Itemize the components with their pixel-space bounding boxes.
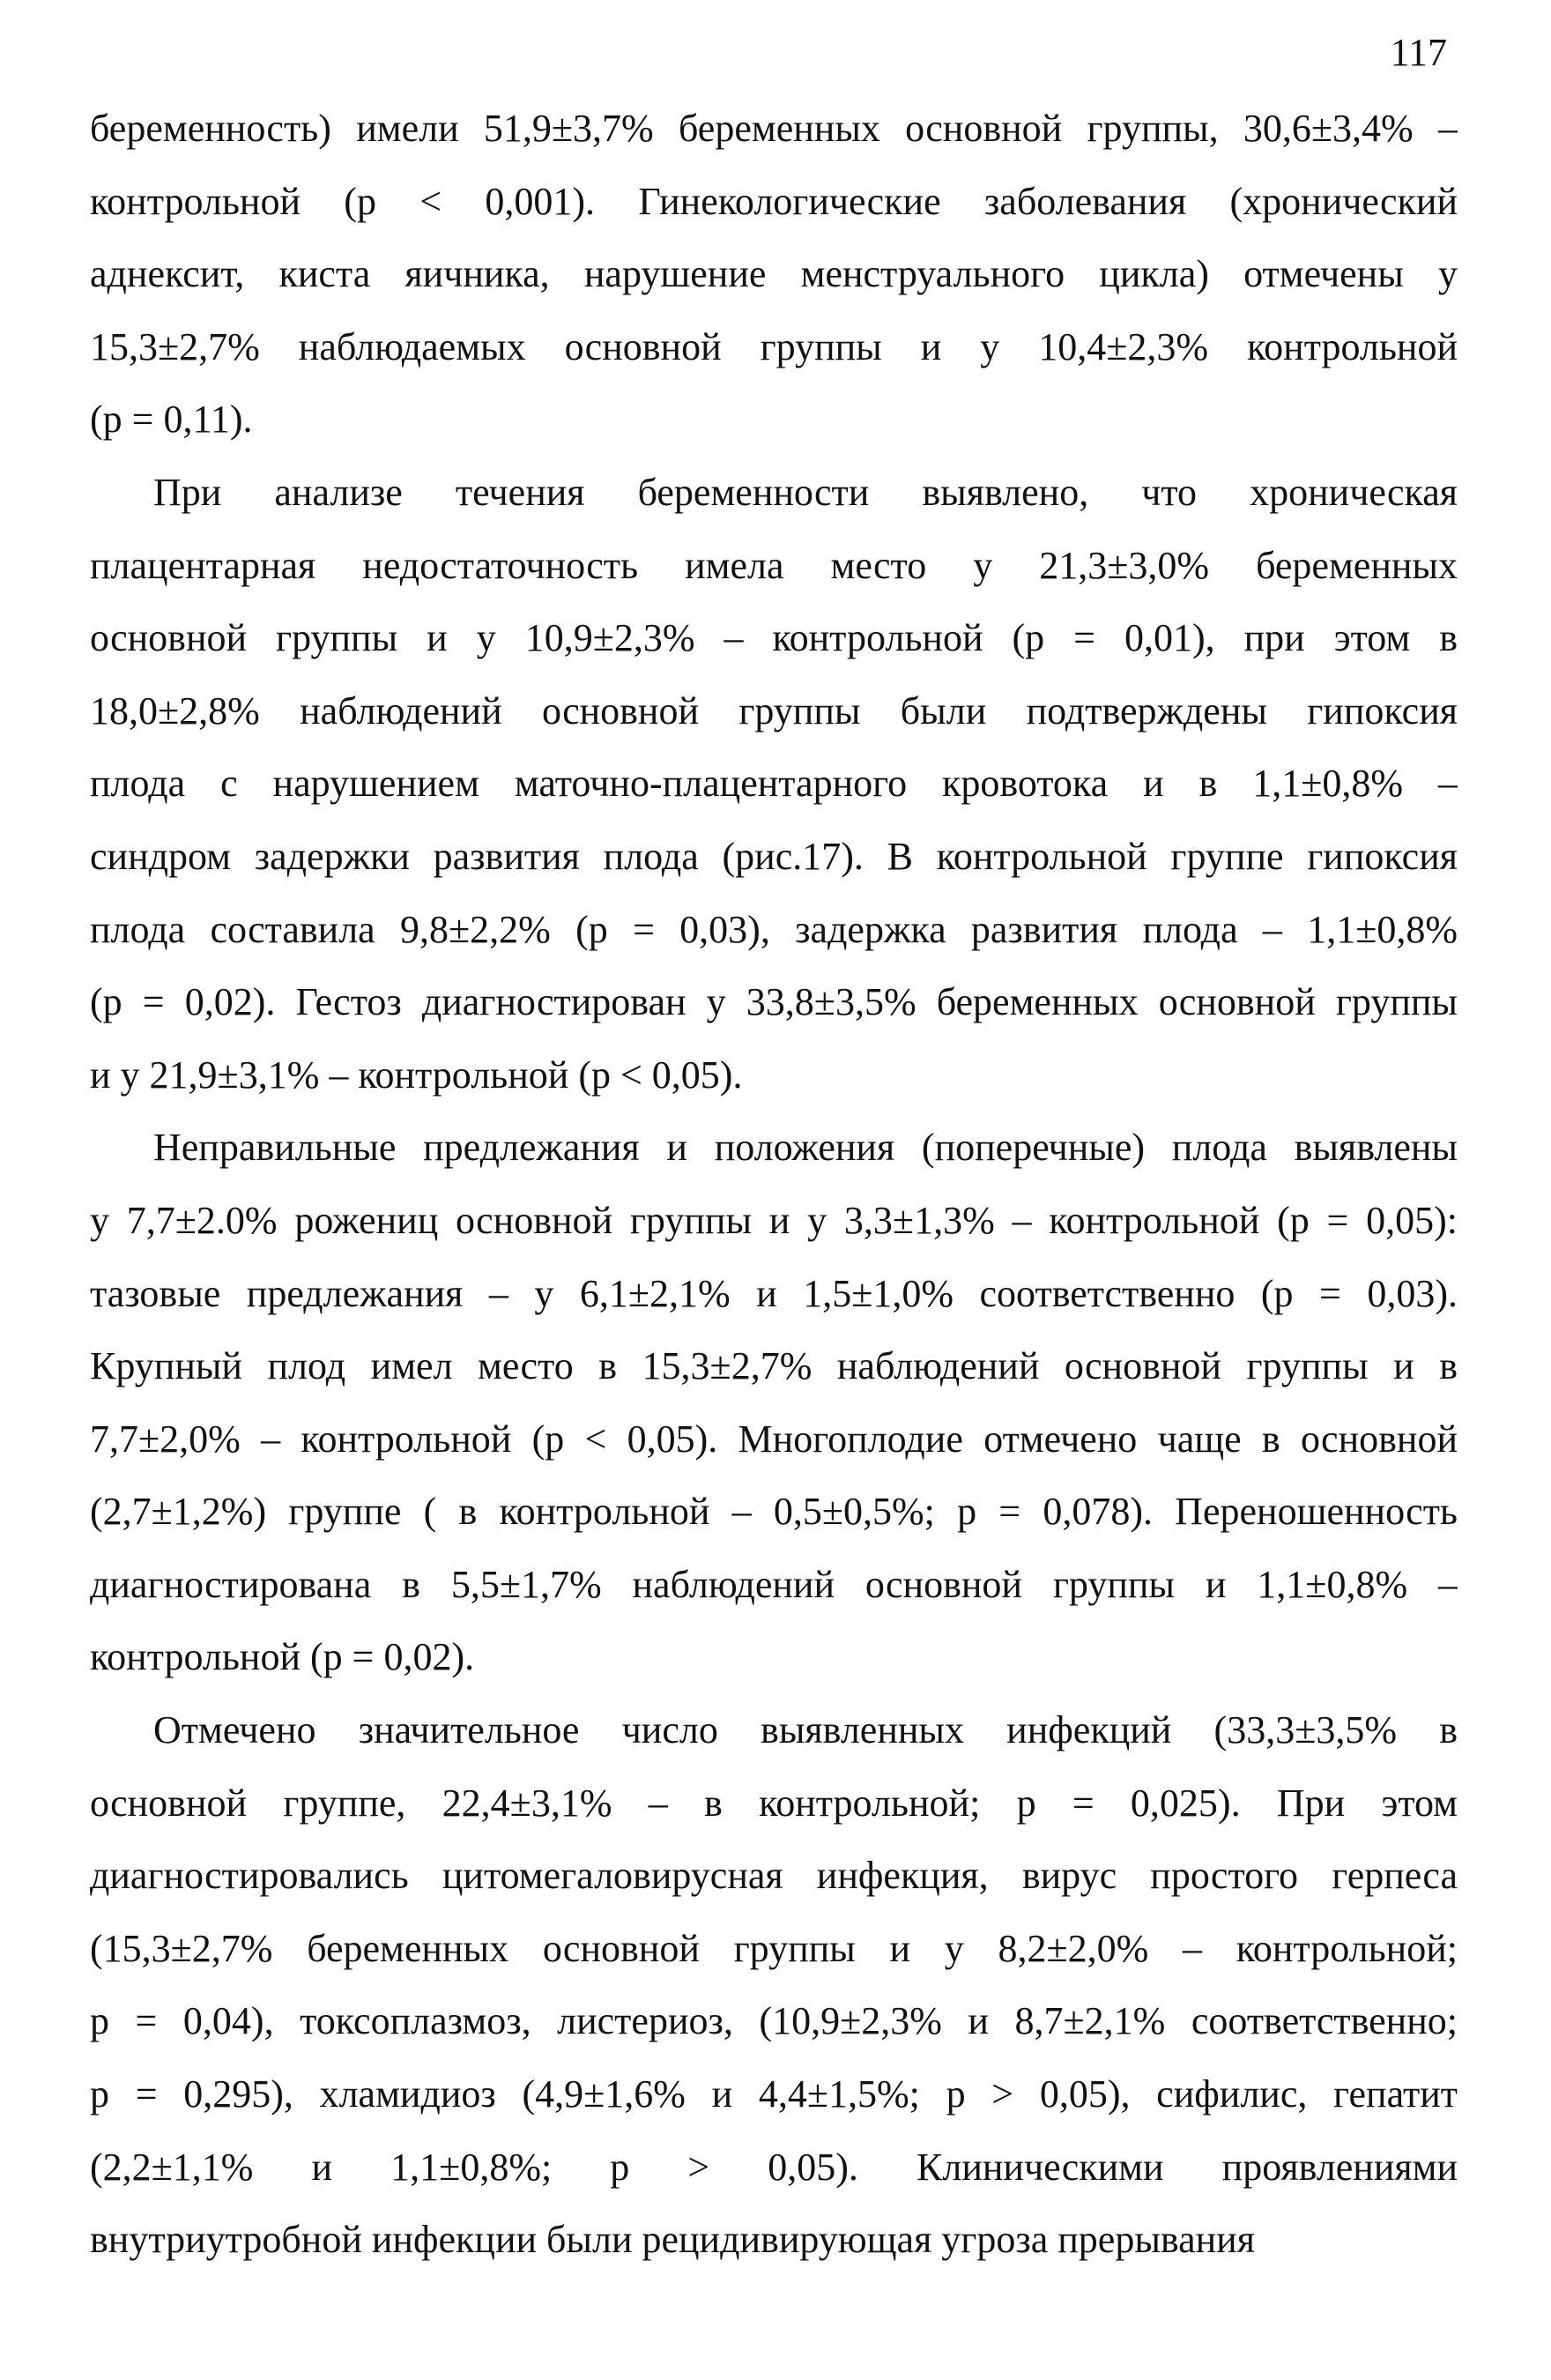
- text-line: плацентарная недостаточность имела место у 21,3±3,0% беременных: [90, 543, 1458, 587]
- page-body: [90, 93, 1458, 2277]
- text-line: диагностирована в 5,5±1,7% наблюдений основной группы и 1,1±0,8% –: [90, 1562, 1458, 1606]
- text-line: (p = 0,02). Гестоз диагностирован у 33,8±3,5% беременных основной группы: [90, 980, 1458, 1024]
- text-line: и у 21,9±3,1% – контрольной (p < 0,05).: [90, 1052, 743, 1097]
- text-line: Крупный плод имел место в 15,3±2,7% наблюдений основной группы и в: [90, 1344, 1458, 1388]
- text-line: 18,0±2,8% наблюдений основной группы были подтверждены гипоксия: [90, 688, 1458, 733]
- text-line: p = 0,295), хламидиоз (4,9±1,6% и 4,4±1,5%; p > 0,05), сифилис, гепатит: [90, 2072, 1458, 2116]
- text-line: беременность) имели 51,9±3,7% беременных основной группы, 30,6±3,4% –: [90, 107, 1458, 150]
- text-line: Отмечено значительное число выявленных инфекций (33,3±3,5% в: [153, 1708, 1458, 1752]
- text-line: основной группы и у 10,9±2,3% – контрольной (p = 0,01), при этом в: [90, 616, 1458, 660]
- text-line: При анализе течения беременности выявлено, что хроническая: [153, 470, 1458, 514]
- text-line: 15,3±2,7% наблюдаемых основной группы и у 10,4±2,3% контрольной: [90, 324, 1458, 368]
- page-number: 117: [1390, 31, 1447, 74]
- text-line: контрольной (p < 0,001). Гинекологические заболевания (хронический: [90, 179, 1458, 223]
- text-line: Неправильные предлежания и положения (поперечные) плода выявлены: [153, 1126, 1458, 1170]
- text-line: синдром задержки развития плода (рис.17). В контрольной группе гипоксия: [90, 834, 1458, 878]
- text-line: (15,3±2,7% беременных основной группы и у 8,2±2,0% – контрольной;: [90, 1926, 1458, 1970]
- text-line: внутриутробной инфекции были рецидивирующая угроза прерывания: [90, 2218, 1255, 2262]
- text-line: p = 0,04), токсоплазмоз, листериоз, (10,9±2,3% и 8,7±2,1% соответственно;: [90, 1999, 1458, 2043]
- text-line: плода составила 9,8±2,2% (p = 0,03), задержка развития плода – 1,1±0,8%: [90, 907, 1458, 951]
- text-line: тазовые предлежания – у 6,1±2,1% и 1,5±1,0% соответственно (p = 0,03).: [90, 1271, 1458, 1315]
- text-line: 7,7±2,0% – контрольной (p < 0,05). Многоплодие отмечено чаще в основной: [90, 1417, 1458, 1461]
- text-line: контрольной (p = 0,02).: [90, 1635, 475, 1679]
- text-line: (2,7±1,2%) группе ( в контрольной – 0,5±0,5%; p = 0,078). Переношенность: [90, 1490, 1458, 1534]
- text-line: основной группе, 22,4±3,1% – в контрольной; p = 0,025). При этом: [90, 1781, 1458, 1825]
- text-line: (p = 0,11).: [90, 398, 253, 442]
- text-line: у 7,7±2.0% рожениц основной группы и у 3,3±1,3% – контрольной (p = 0,05):: [90, 1198, 1458, 1242]
- text-line: плода с нарушением маточно-плацентарного кровотока и в 1,1±0,8% –: [90, 762, 1458, 806]
- paragraph: [90, 1694, 1458, 2277]
- paragraph: [90, 93, 1458, 457]
- text-line: аднексит, киста яичника, нарушение менструального цикла) отмечены у: [90, 252, 1458, 296]
- paragraph: [90, 457, 1458, 1112]
- paragraph: [90, 1112, 1458, 1694]
- text-line: (2,2±1,1% и 1,1±0,8%; p > 0,05). Клиническими проявлениями: [90, 2145, 1458, 2189]
- text-line: диагностировались цитомегаловирусная инфекция, вирус простого герпеса: [90, 1854, 1458, 1898]
